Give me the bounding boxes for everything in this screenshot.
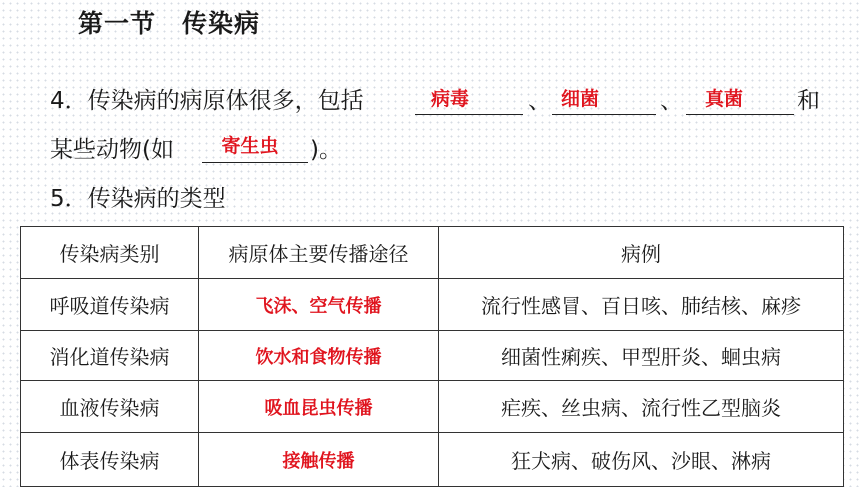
q4-line2-suffix: )。 (310, 137, 342, 163)
q4-blank-2 (552, 114, 656, 115)
row-category: 呼吸道传染病 (21, 279, 199, 331)
q4-separator-2: 、 (660, 88, 683, 114)
q4-answer-1: 病毒 (430, 88, 469, 110)
table-row (21, 433, 844, 487)
q4-separator-1: 、 (528, 88, 551, 114)
row-examples: 狂犬病、破伤风、沙眼、淋病 (439, 433, 844, 487)
row-category: 消化道传染病 (21, 331, 199, 381)
infectious-disease-types-table (20, 226, 844, 487)
row-route: 接触传播 (199, 433, 439, 487)
row-route: 飞沫、空气传播 (199, 279, 439, 331)
row-category: 血液传染病 (21, 381, 199, 433)
table-row (21, 279, 844, 331)
row-examples: 疟疾、丝虫病、流行性乙型脑炎 (439, 381, 844, 433)
q4-blank-3 (686, 114, 794, 115)
row-category: 体表传染病 (21, 433, 199, 487)
table-row (21, 331, 844, 381)
row-route: 吸血昆虫传播 (199, 381, 439, 433)
row-examples: 流行性感冒、百日咳、肺结核、麻疹 (439, 279, 844, 331)
q4-blank-1 (415, 114, 523, 115)
row-route: 饮水和食物传播 (199, 331, 439, 381)
q4-answer-4: 寄生虫 (221, 135, 279, 157)
q4-suffix: 和 (797, 88, 820, 114)
table-row (21, 381, 844, 433)
q4-line2-prefix: 某些动物(如 (50, 137, 174, 163)
header-route: 病原体主要传播途径 (199, 227, 439, 279)
row-examples: 细菌性痢疾、甲型肝炎、蛔虫病 (439, 331, 844, 381)
q4-blank-4 (202, 162, 308, 163)
header-examples: 病例 (439, 227, 844, 279)
q4-answer-2: 细菌 (560, 88, 599, 110)
q4-answer-3: 真菌 (704, 88, 743, 110)
q5-heading: 5．传染病的类型 (50, 186, 226, 212)
header-category: 传染病类别 (21, 227, 199, 279)
section-title: 第一节 传染病 (78, 9, 261, 38)
table-header-row (21, 227, 844, 279)
q4-prefix: 4．传染病的病原体很多，包括 (50, 88, 364, 114)
